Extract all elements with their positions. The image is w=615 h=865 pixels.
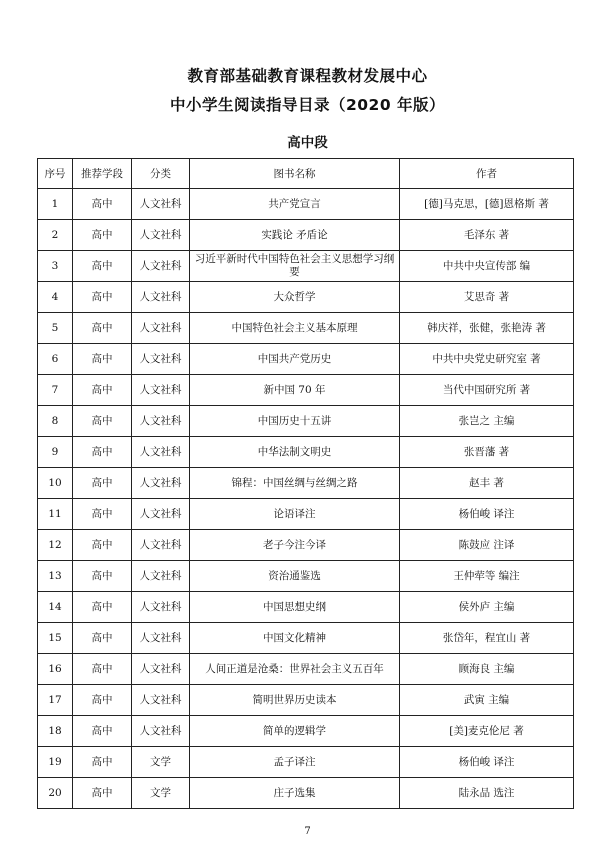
- table-row: [38, 375, 574, 406]
- column-header-category: 分类: [132, 159, 190, 189]
- document-org-title: 教育部基础教育课程教材发展中心: [187, 67, 428, 85]
- cell-category: 人文社科: [132, 344, 190, 375]
- cell-stage: 高中: [73, 685, 132, 716]
- cell-book-title: 资治通鉴选: [190, 561, 400, 592]
- cell-number: 6: [38, 344, 73, 375]
- cell-category: 人文社科: [132, 685, 190, 716]
- cell-category: 人文社科: [132, 313, 190, 344]
- cell-author: 韩庆祥，张健，张艳涛 著: [400, 313, 574, 344]
- cell-stage: 高中: [73, 189, 132, 220]
- table-row: [38, 716, 574, 747]
- table-row: [38, 313, 574, 344]
- cell-category: 人文社科: [132, 437, 190, 468]
- column-header-author: 作者: [400, 159, 574, 189]
- cell-book-title: 新中国 70 年: [190, 375, 400, 406]
- cell-stage: 高中: [73, 251, 132, 282]
- cell-stage: 高中: [73, 344, 132, 375]
- cell-book-title: 习近平新时代中国特色社会主义思想学习纲要: [190, 251, 400, 282]
- cell-number: 8: [38, 406, 73, 437]
- table-row: [38, 530, 574, 561]
- cell-category: 人文社科: [132, 716, 190, 747]
- table-row: [38, 282, 574, 313]
- cell-number: 2: [38, 220, 73, 251]
- cell-author: 毛泽东 著: [400, 220, 574, 251]
- column-header-stage: 推荐学段: [73, 159, 132, 189]
- cell-stage: 高中: [73, 716, 132, 747]
- table-row: [38, 344, 574, 375]
- cell-number: 1: [38, 189, 73, 220]
- cell-author: 王仲荦等 编注: [400, 561, 574, 592]
- column-header-book: 图书名称: [190, 159, 400, 189]
- cell-stage: 高中: [73, 220, 132, 251]
- cell-category: 人文社科: [132, 623, 190, 654]
- cell-book-title: 庄子选集: [190, 778, 400, 809]
- table-row: [38, 685, 574, 716]
- cell-number: 12: [38, 530, 73, 561]
- cell-category: 人文社科: [132, 468, 190, 499]
- cell-stage: 高中: [73, 778, 132, 809]
- cell-category: 文学: [132, 778, 190, 809]
- cell-author: 杨伯峻 译注: [400, 499, 574, 530]
- cell-category: 人文社科: [132, 561, 190, 592]
- cell-number: 20: [38, 778, 73, 809]
- cell-book-title: 中国思想史纲: [190, 592, 400, 623]
- cell-number: 15: [38, 623, 73, 654]
- cell-book-title: 论语译注: [190, 499, 400, 530]
- section-title: 高中段: [287, 135, 328, 151]
- table-row: [38, 561, 574, 592]
- cell-author: 赵丰 著: [400, 468, 574, 499]
- table-row: [38, 251, 574, 282]
- cell-number: 19: [38, 747, 73, 778]
- table-row: [38, 778, 574, 809]
- reading-list-table: [37, 158, 574, 809]
- cell-book-title: 中国历史十五讲: [190, 406, 400, 437]
- cell-category: 人文社科: [132, 251, 190, 282]
- page-number: 7: [304, 826, 311, 837]
- cell-author: 张岂之 主编: [400, 406, 574, 437]
- table-row: [38, 468, 574, 499]
- cell-category: 人文社科: [132, 592, 190, 623]
- cell-author: 艾思奇 著: [400, 282, 574, 313]
- cell-book-title: 共产党宣言: [190, 189, 400, 220]
- cell-number: 4: [38, 282, 73, 313]
- cell-number: 7: [38, 375, 73, 406]
- cell-stage: 高中: [73, 530, 132, 561]
- cell-book-title: 孟子译注: [190, 747, 400, 778]
- table-row: [38, 220, 574, 251]
- cell-book-title: 简单的逻辑学: [190, 716, 400, 747]
- cell-stage: 高中: [73, 499, 132, 530]
- cell-author: 武寅 主编: [400, 685, 574, 716]
- cell-author: 张晋藩 著: [400, 437, 574, 468]
- cell-number: 18: [38, 716, 73, 747]
- cell-book-title: 中国共产党历史: [190, 344, 400, 375]
- table-row: [38, 747, 574, 778]
- cell-stage: 高中: [73, 437, 132, 468]
- cell-stage: 高中: [73, 654, 132, 685]
- cell-number: 14: [38, 592, 73, 623]
- cell-category: 人文社科: [132, 499, 190, 530]
- table-header-row: [38, 159, 574, 189]
- cell-category: 人文社科: [132, 220, 190, 251]
- cell-stage: 高中: [73, 406, 132, 437]
- cell-author: 中共中央党史研究室 著: [400, 344, 574, 375]
- cell-number: 16: [38, 654, 73, 685]
- cell-book-title: 中华法制文明史: [190, 437, 400, 468]
- cell-book-title: 实践论 矛盾论: [190, 220, 400, 251]
- table-row: [38, 623, 574, 654]
- cell-number: 9: [38, 437, 73, 468]
- cell-stage: 高中: [73, 375, 132, 406]
- cell-author: 当代中国研究所 著: [400, 375, 574, 406]
- table-row: [38, 654, 574, 685]
- cell-number: 17: [38, 685, 73, 716]
- table-row: [38, 189, 574, 220]
- cell-author: 顾海良 主编: [400, 654, 574, 685]
- cell-author: [德]马克思，[德]恩格斯 著: [400, 189, 574, 220]
- cell-number: 5: [38, 313, 73, 344]
- cell-author: [美]麦克伦尼 著: [400, 716, 574, 747]
- cell-book-title: 老子今注今译: [190, 530, 400, 561]
- cell-author: 侯外庐 主编: [400, 592, 574, 623]
- cell-category: 人文社科: [132, 654, 190, 685]
- cell-stage: 高中: [73, 282, 132, 313]
- cell-book-title: 中国特色社会主义基本原理: [190, 313, 400, 344]
- cell-author: 陆永品 选注: [400, 778, 574, 809]
- table-row: [38, 499, 574, 530]
- cell-category: 人文社科: [132, 406, 190, 437]
- cell-stage: 高中: [73, 592, 132, 623]
- table-row: [38, 437, 574, 468]
- cell-book-title: 中国文化精神: [190, 623, 400, 654]
- cell-stage: 高中: [73, 561, 132, 592]
- cell-number: 3: [38, 251, 73, 282]
- cell-book-title: 人间正道是沧桑：世界社会主义五百年: [190, 654, 400, 685]
- cell-author: 中共中央宣传部 编: [400, 251, 574, 282]
- cell-stage: 高中: [73, 747, 132, 778]
- cell-book-title: 锦程：中国丝绸与丝绸之路: [190, 468, 400, 499]
- cell-stage: 高中: [73, 468, 132, 499]
- cell-stage: 高中: [73, 623, 132, 654]
- document-title: 中小学生阅读指导目录（2020 年版）: [169, 96, 446, 114]
- table-row: [38, 592, 574, 623]
- column-header-number: 序号: [38, 159, 73, 189]
- cell-number: 13: [38, 561, 73, 592]
- cell-number: 10: [38, 468, 73, 499]
- cell-stage: 高中: [73, 313, 132, 344]
- cell-author: 张岱年，程宜山 著: [400, 623, 574, 654]
- cell-book-title: 大众哲学: [190, 282, 400, 313]
- cell-number: 11: [38, 499, 73, 530]
- cell-author: 陈鼓应 注译: [400, 530, 574, 561]
- cell-author: 杨伯峻 译注: [400, 747, 574, 778]
- cell-book-title: 简明世界历史读本: [190, 685, 400, 716]
- table-row: [38, 406, 574, 437]
- cell-category: 人文社科: [132, 530, 190, 561]
- cell-category: 文学: [132, 747, 190, 778]
- cell-category: 人文社科: [132, 282, 190, 313]
- cell-category: 人文社科: [132, 189, 190, 220]
- cell-category: 人文社科: [132, 375, 190, 406]
